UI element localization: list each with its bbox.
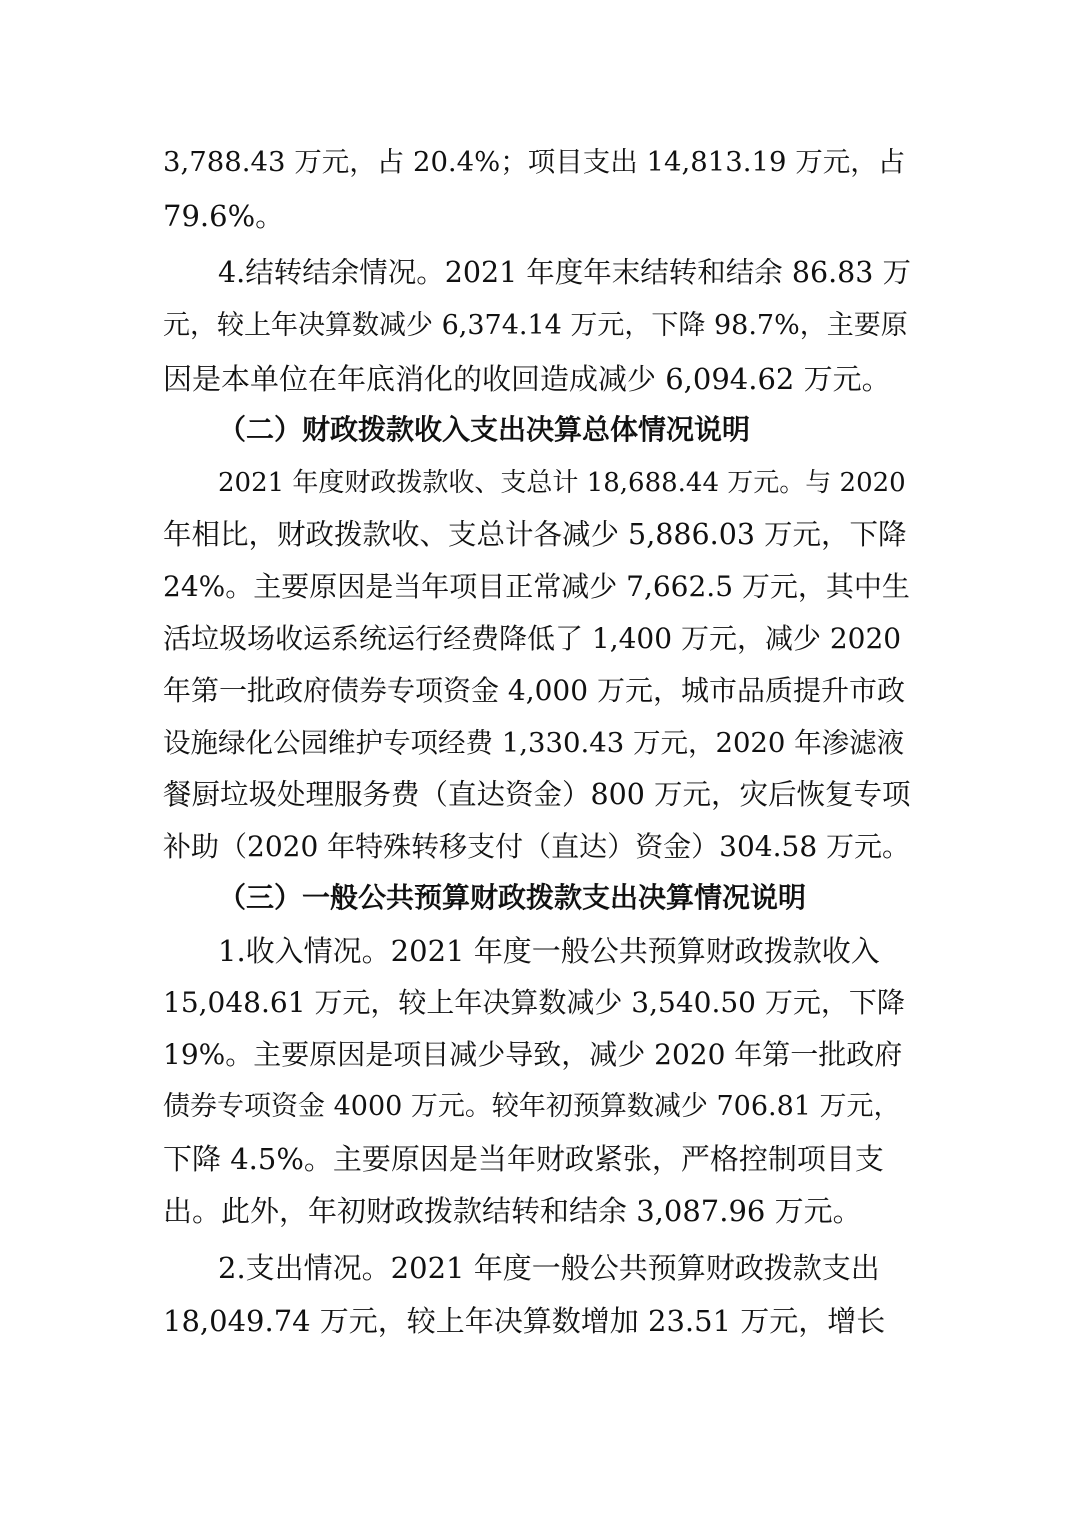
text-line: 因是本单位在年底消化的收回造成减少 6,094.62 万元。	[163, 362, 891, 396]
text-line: 18,049.74 万元，较上年决算数增加 23.51 万元，增长	[163, 1304, 886, 1338]
text-line: 活垃圾场收运系统运行经费降低了 1,400 万元，减少 2020	[163, 622, 902, 655]
text-line: 出。此外，年初财政拨款结转和结余 3,087.96 万元。	[163, 1194, 862, 1228]
text-line: 79.6%。	[163, 199, 285, 233]
section-heading: （三）一般公共预算财政拨款支出决算情况说明	[218, 881, 807, 914]
text-line: 24%。主要原因是当年项目正常减少 7,662.5 万元，其中生	[163, 570, 910, 603]
section-heading: （二）财政拨款收入支出决算总体情况说明	[218, 413, 751, 446]
text-line: 19%。主要原因是项目减少导致，减少 2020 年第一批政府	[163, 1038, 903, 1071]
text-line: 餐厨垃圾处理服务费（直达资金）800 万元，灾后恢复专项	[163, 778, 911, 811]
text-line: 设施绿化公园维护专项经费 1,330.43 万元，2020 年渗滤液	[163, 727, 905, 759]
text-line: 下降 4.5%。主要原因是当年财政紧张，严格控制项目支	[163, 1142, 884, 1176]
text-line: 元，较上年决算数减少 6,374.14 万元，下降 98.7%，主要原	[163, 310, 908, 341]
text-line: 3,788.43 万元，占 20.4%；项目支出 14,813.19 万元，占	[163, 146, 906, 178]
text-line: 年相比，财政拨款收、支总计各减少 5,886.03 万元，下降	[163, 518, 907, 551]
text-line: 年第一批政府债券专项资金 4,000 万元，城市品质提升市政	[163, 674, 905, 707]
text-line: 补助（2020 年特殊转移支付（直达）资金）304.58 万元。	[163, 830, 911, 863]
text-line: 4.结转结余情况。2021 年度年末结转和结余 86.83 万	[218, 256, 911, 289]
text-line: 债券专项资金 4000 万元。较年初预算数减少 706.81 万元，	[163, 1091, 901, 1122]
text-line: 15,048.61 万元，较上年决算数减少 3,540.50 万元，下降	[163, 986, 905, 1019]
text-line: 2021 年度财政拨款收、支总计 18,688.44 万元。与 2020	[218, 468, 906, 498]
text-line: 2.支出情况。2021 年度一般公共预算财政拨款支出	[218, 1251, 880, 1285]
text-line: 1.收入情况。2021 年度一般公共预算财政拨款收入	[218, 934, 880, 968]
